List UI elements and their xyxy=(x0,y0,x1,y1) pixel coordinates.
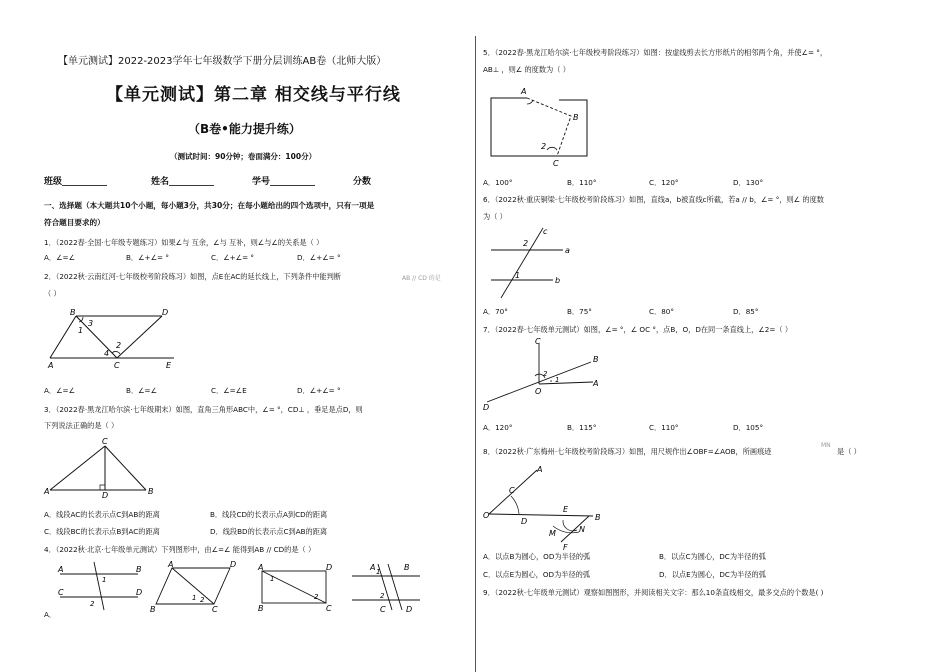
q6-option-a[interactable]: A．70° xyxy=(483,307,508,316)
q7-figure xyxy=(483,337,603,412)
q2-label-3: 3 xyxy=(88,319,94,328)
q4d-label-1: 1 xyxy=(376,568,381,576)
q6-label-2: 2 xyxy=(523,239,529,248)
q2-label-b: B xyxy=(70,308,76,317)
document-header: 【单元测试】2022-2023学年七年级数学下册分层训练AB卷（北师大版） xyxy=(58,56,387,67)
q4-figure-c xyxy=(258,563,338,613)
q4d-label-d: D xyxy=(406,605,413,614)
q4a-label-2: 2 xyxy=(90,600,95,608)
field-id: 学号__________ xyxy=(252,177,316,187)
q2-figure xyxy=(50,306,210,372)
right-column xyxy=(483,0,923,672)
q4d-label-b: B xyxy=(404,563,410,572)
q2-label-1: 1 xyxy=(78,326,84,335)
q5-option-a[interactable]: A．100° xyxy=(483,178,513,187)
q7-option-c[interactable]: C．110° xyxy=(649,423,679,432)
q8-label-a: A xyxy=(537,465,543,474)
q4b-label-d: D xyxy=(230,560,237,569)
q3-label-b: B xyxy=(148,487,154,496)
q5-option-d[interactable]: D．130° xyxy=(733,178,764,187)
q7-label-d: D xyxy=(483,403,490,412)
q4a-label-1: 1 xyxy=(102,576,107,584)
q6-option-c[interactable]: C．80° xyxy=(649,307,674,316)
q3-option-d[interactable]: D．线段BD的长表示点C到AB的距离 xyxy=(210,527,328,536)
q4d-label-2: 2 xyxy=(380,592,385,600)
q5-label-2: 2 xyxy=(541,142,547,151)
q6-option-d[interactable]: D．85° xyxy=(733,307,759,316)
q4-figure-d xyxy=(348,562,428,612)
q8-label-o: O xyxy=(483,511,490,520)
q4b-label-1: 1 xyxy=(192,594,197,602)
q2-option-a[interactable]: A．∠=∠ xyxy=(44,386,76,395)
q8-label-m: M xyxy=(549,529,556,538)
q8-label-e: E xyxy=(563,505,569,514)
q4c-label-a: A xyxy=(258,563,264,572)
q3-label-c: C xyxy=(102,437,108,446)
q7-label-b: B xyxy=(593,355,599,364)
q8-label-d: D xyxy=(521,517,528,526)
q8-label-b: B xyxy=(595,513,601,522)
q3-option-c[interactable]: C．线段BC的长表示点B到AC的距离 xyxy=(44,527,160,536)
field-name: 姓名__________ xyxy=(151,177,215,187)
section-heading: 一、选择题（本大题共10个小题，每小题3分，共30分；在每小题给出的四个选项中，只有一项是 xyxy=(44,201,375,210)
q3-figure xyxy=(44,437,160,500)
q5-option-c[interactable]: C．120° xyxy=(649,178,679,187)
q8-option-a[interactable]: A．以点B为圆心，OD为半径的弧 xyxy=(483,552,591,561)
q7-label-o: O xyxy=(535,387,542,396)
q1-option-b[interactable]: B．∠+∠= ° xyxy=(126,253,169,262)
q2-label-a: A xyxy=(48,361,54,370)
q8-figure xyxy=(483,465,613,552)
q4-figure-b xyxy=(150,560,244,614)
q7-option-a[interactable]: A．120° xyxy=(483,423,513,432)
q4a-label-c: C xyxy=(58,588,64,597)
page-title: 【单元测试】第二章 相交线与平行线 xyxy=(106,85,401,105)
q6-label-c: c xyxy=(543,227,548,236)
q7-option-b[interactable]: B．115° xyxy=(567,423,597,432)
q4c-label-c: C xyxy=(326,604,332,613)
q8-label-n: N xyxy=(579,525,585,534)
q7-label-c: C xyxy=(535,337,541,346)
q1-option-c[interactable]: C．∠+∠= ° xyxy=(211,253,255,262)
q7-option-d[interactable]: D．105° xyxy=(733,423,764,432)
question-5: 5．（2022春·黑龙江哈尔滨·七年级校考阶段练习）如图：按虚线剪去长方形纸片的相邻两个角，并使∠= °， xyxy=(483,48,828,57)
q4d-label-a: A xyxy=(370,563,376,572)
field-class: 班级__________ xyxy=(44,177,108,187)
q2-option-b[interactable]: B．∠=∠ xyxy=(126,386,158,395)
q4c-label-1: 1 xyxy=(270,575,275,583)
q3-option-b[interactable]: B．线段CD的长表示点A到CD的距离 xyxy=(210,510,328,519)
q5-option-b[interactable]: B．110° xyxy=(567,178,597,187)
q8-label-c: C xyxy=(509,486,515,495)
q4c-label-d: D xyxy=(326,563,333,572)
q1-option-d[interactable]: D．∠+∠= ° xyxy=(297,253,341,262)
q4a-label-b: B xyxy=(136,565,142,574)
q5-figure xyxy=(491,86,595,168)
q2-label-c: C xyxy=(114,361,120,370)
question-6: 6．（2022秋·重庆铜梁·七年级校考阶段练习）如图，直线a，b被直线c所截，若a // b，∠= °，则∠ 的度数 xyxy=(483,195,824,204)
q3-label-d: D xyxy=(102,491,109,500)
question-6-cont: 为（ ） xyxy=(483,212,507,221)
q2-paren: （ ） xyxy=(44,289,61,298)
q2-label-d: D xyxy=(162,308,169,317)
q8-option-c[interactable]: C．以点E为圆心，OD为半径的弧 xyxy=(483,570,591,579)
q5-label-c: C xyxy=(553,159,559,168)
q7-label-1: 1 xyxy=(555,376,560,384)
q2-formula: AB // CD 的是 xyxy=(402,275,441,282)
q4c-label-b: B xyxy=(258,604,264,613)
q7-label-a: A xyxy=(593,379,599,388)
q7-label-2: 2 xyxy=(543,370,548,378)
q6-figure xyxy=(487,226,587,298)
column-divider xyxy=(475,36,476,672)
q2-label-2: 2 xyxy=(116,341,122,350)
q2-label-e: E xyxy=(166,361,172,370)
q6-label-a: a xyxy=(565,246,570,255)
question-1: 1．（2022春·全国·七年级专题练习）如果∠与 互余，∠与 互补，则∠与∠的关系是（ ） xyxy=(44,238,324,247)
q4-option-a[interactable]: A． xyxy=(44,610,57,619)
question-2: 2．（2022秋·云南红河·七年级校考阶段练习）如图，点E在AC的延长线上，下列条件中能判断 xyxy=(44,272,341,281)
test-meta: （测试时间：90分钟；卷面满分：100分） xyxy=(170,152,317,161)
q4a-label-a: A xyxy=(58,565,64,574)
left-column xyxy=(36,0,466,672)
q4d-label-c: C xyxy=(380,605,386,614)
question-9: 9．（2022秋·七年级单元测试）观察如图图形，并阅读相关文字：那么10条直线相交，最多交点的个数是( ) xyxy=(483,588,824,597)
q6-option-b[interactable]: B．75° xyxy=(567,307,592,316)
q5-label-a: A xyxy=(521,87,527,96)
question-3-cont: 下列说法正确的是（ ） xyxy=(44,421,119,430)
q5-label-b: B xyxy=(573,113,579,122)
question-5-cont: AB⊥ ，则∠ 的度数为（ ） xyxy=(483,65,570,74)
q8-label-f: F xyxy=(563,543,568,552)
section-heading-cont: 符合题目要求的） xyxy=(44,218,105,227)
q4b-label-2: 2 xyxy=(200,596,205,604)
page-subtitle: （B卷•能力提升练） xyxy=(188,122,301,136)
q4b-label-c: C xyxy=(212,605,218,614)
field-score: 分数 xyxy=(353,177,372,187)
q3-label-a: A xyxy=(44,487,50,496)
q2-option-c[interactable]: C．∠=∠E xyxy=(211,386,247,395)
q4b-label-a: A xyxy=(168,560,174,569)
question-4: 4．（2022秋·北京·七年级单元测试）下列图形中，由∠=∠ 能得到AB // CD的是（ ） xyxy=(44,545,316,554)
q2-label-4: 4 xyxy=(104,349,110,358)
q4b-label-b: B xyxy=(150,605,156,614)
q3-option-a[interactable]: A．线段AC的长表示点C到AB的距离 xyxy=(44,510,160,519)
q6-label-b: b xyxy=(555,276,561,285)
q4c-label-2: 2 xyxy=(314,593,319,601)
q4a-label-d: D xyxy=(136,588,143,597)
q1-option-a[interactable]: A．∠=∠ xyxy=(44,253,76,262)
q2-option-d[interactable]: D．∠+∠= ° xyxy=(297,386,341,395)
q8-paren: 是（ ） xyxy=(837,447,861,456)
question-7: 7．（2022春·七年级单元测试）如图，∠= °，∠ OC °，点B，O，D在同一条直线上，∠2=（ ） xyxy=(483,325,793,334)
q6-label-1: 1 xyxy=(515,271,521,280)
question-3: 3．（2022春·黑龙江哈尔滨·七年级期末）如图，直角三角形ABC中，∠= °，CD⊥ ，垂足是点D，则 xyxy=(44,405,363,414)
q8-option-b[interactable]: B．以点C为圆心，DC为半径的弧 xyxy=(659,552,766,561)
q4-figure-a xyxy=(56,560,146,610)
q8-formula: MN xyxy=(821,442,831,449)
q8-option-d[interactable]: D．以点E为圆心，DC为半径的弧 xyxy=(659,570,766,579)
question-8: 8．（2022秋·广东梅州·七年级校考阶段练习）如图，用尺规作出∠OBF=∠AOB，所画痕迹 xyxy=(483,447,772,456)
